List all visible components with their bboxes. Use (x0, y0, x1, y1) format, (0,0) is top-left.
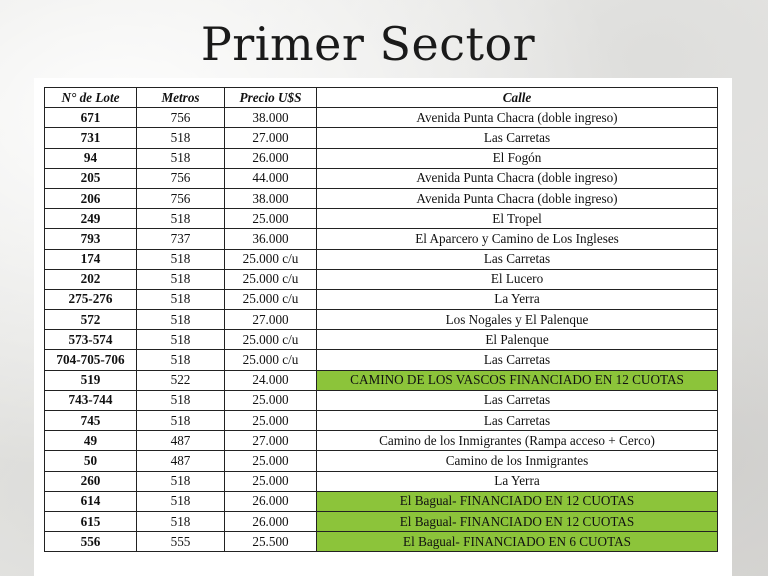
cell-lote: 206 (45, 188, 137, 208)
cell-lote: 519 (45, 370, 137, 390)
table-row (45, 188, 718, 208)
table-row (45, 431, 718, 451)
cell-lote: 49 (45, 431, 137, 451)
cell-metros: 756 (137, 108, 225, 128)
cell-precio: 27.000 (225, 431, 317, 451)
cell-calle: Las Carretas (317, 390, 718, 410)
cell-precio: 25.000 (225, 471, 317, 491)
cell-metros: 518 (137, 390, 225, 410)
cell-precio: 25.500 (225, 532, 317, 552)
cell-precio: 24.000 (225, 370, 317, 390)
table-row (45, 451, 718, 471)
table-row (45, 350, 718, 370)
cell-metros: 487 (137, 451, 225, 471)
cell-lote: 614 (45, 491, 137, 511)
table-header-row (45, 88, 718, 108)
cell-lote: 793 (45, 229, 137, 249)
cell-metros: 518 (137, 330, 225, 350)
cell-calle: CAMINO DE LOS VASCOS FINANCIADO EN 12 CUOTAS (317, 370, 718, 390)
cell-metros: 518 (137, 269, 225, 289)
cell-calle: La Yerra (317, 289, 718, 309)
cell-precio: 27.000 (225, 310, 317, 330)
cell-precio: 25.000 (225, 451, 317, 471)
cell-calle: El Tropel (317, 209, 718, 229)
cell-metros: 518 (137, 148, 225, 168)
cell-precio: 44.000 (225, 168, 317, 188)
cell-lote: 745 (45, 411, 137, 431)
cell-precio: 38.000 (225, 188, 317, 208)
cell-calle: El Lucero (317, 269, 718, 289)
cell-lote: 260 (45, 471, 137, 491)
cell-precio: 25.000 (225, 411, 317, 431)
cell-metros: 518 (137, 249, 225, 269)
cell-lote: 572 (45, 310, 137, 330)
cell-precio: 26.000 (225, 491, 317, 511)
cell-calle: Las Carretas (317, 411, 718, 431)
cell-metros: 518 (137, 471, 225, 491)
cell-lote: 174 (45, 249, 137, 269)
cell-precio: 25.000 (225, 390, 317, 410)
cell-calle: El Bagual- FINANCIADO EN 12 CUOTAS (317, 511, 718, 531)
cell-calle: El Bagual- FINANCIADO EN 12 CUOTAS (317, 491, 718, 511)
table-row (45, 411, 718, 431)
cell-metros: 756 (137, 188, 225, 208)
table-row (45, 209, 718, 229)
header-precio: Precio U$S (225, 88, 317, 108)
table-row (45, 148, 718, 168)
cell-lote: 275-276 (45, 289, 137, 309)
table-row (45, 249, 718, 269)
cell-calle: Avenida Punta Chacra (doble ingreso) (317, 168, 718, 188)
cell-metros: 737 (137, 229, 225, 249)
table-row (45, 471, 718, 491)
cell-lote: 671 (45, 108, 137, 128)
cell-metros: 518 (137, 209, 225, 229)
cell-calle: Las Carretas (317, 128, 718, 148)
cell-calle: Las Carretas (317, 249, 718, 269)
cell-lote: 50 (45, 451, 137, 471)
header-calle: Calle (317, 88, 718, 108)
cell-lote: 615 (45, 511, 137, 531)
table-row (45, 370, 718, 390)
header-metros: Metros (137, 88, 225, 108)
lots-table (44, 87, 718, 552)
cell-calle: Avenida Punta Chacra (doble ingreso) (317, 108, 718, 128)
cell-calle: El Bagual- FINANCIADO EN 6 CUOTAS (317, 532, 718, 552)
cell-lote: 731 (45, 128, 137, 148)
cell-calle: El Fogón (317, 148, 718, 168)
cell-precio: 25.000 c/u (225, 289, 317, 309)
cell-calle: Avenida Punta Chacra (doble ingreso) (317, 188, 718, 208)
table-row (45, 330, 718, 350)
cell-lote: 205 (45, 168, 137, 188)
cell-precio: 38.000 (225, 108, 317, 128)
cell-precio: 27.000 (225, 128, 317, 148)
page-title: Primer Sector (200, 17, 536, 71)
cell-precio: 25.000 c/u (225, 269, 317, 289)
lots-sheet (34, 78, 732, 576)
cell-precio: 25.000 (225, 209, 317, 229)
cell-lote: 704-705-706 (45, 350, 137, 370)
cell-metros: 518 (137, 511, 225, 531)
cell-calle: Los Nogales y El Palenque (317, 310, 718, 330)
cell-metros: 518 (137, 411, 225, 431)
lots-table-body (45, 108, 718, 552)
cell-calle: Camino de los Inmigrantes (317, 451, 718, 471)
cell-lote: 249 (45, 209, 137, 229)
cell-metros: 756 (137, 168, 225, 188)
cell-precio: 26.000 (225, 148, 317, 168)
cell-metros: 518 (137, 491, 225, 511)
cell-calle: El Palenque (317, 330, 718, 350)
cell-calle: La Yerra (317, 471, 718, 491)
table-row (45, 269, 718, 289)
table-row (45, 128, 718, 148)
cell-precio: 36.000 (225, 229, 317, 249)
table-row (45, 511, 718, 531)
cell-calle: El Aparcero y Camino de Los Ingleses (317, 229, 718, 249)
cell-metros: 555 (137, 532, 225, 552)
cell-lote: 94 (45, 148, 137, 168)
table-row (45, 289, 718, 309)
table-row (45, 390, 718, 410)
cell-calle: Las Carretas (317, 350, 718, 370)
cell-metros: 518 (137, 350, 225, 370)
table-row (45, 229, 718, 249)
cell-precio: 26.000 (225, 511, 317, 531)
cell-metros: 518 (137, 289, 225, 309)
cell-lote: 743-744 (45, 390, 137, 410)
table-row (45, 310, 718, 330)
table-row (45, 491, 718, 511)
cell-precio: 25.000 c/u (225, 249, 317, 269)
cell-lote: 556 (45, 532, 137, 552)
cell-metros: 518 (137, 128, 225, 148)
table-row (45, 108, 718, 128)
header-lote: N° de Lote (45, 88, 137, 108)
cell-metros: 522 (137, 370, 225, 390)
cell-metros: 518 (137, 310, 225, 330)
cell-calle: Camino de los Inmigrantes (Rampa acceso + Cerco) (317, 431, 718, 451)
cell-precio: 25.000 c/u (225, 350, 317, 370)
table-row (45, 532, 718, 552)
cell-precio: 25.000 c/u (225, 330, 317, 350)
cell-lote: 573-574 (45, 330, 137, 350)
table-row (45, 168, 718, 188)
cell-metros: 487 (137, 431, 225, 451)
cell-lote: 202 (45, 269, 137, 289)
